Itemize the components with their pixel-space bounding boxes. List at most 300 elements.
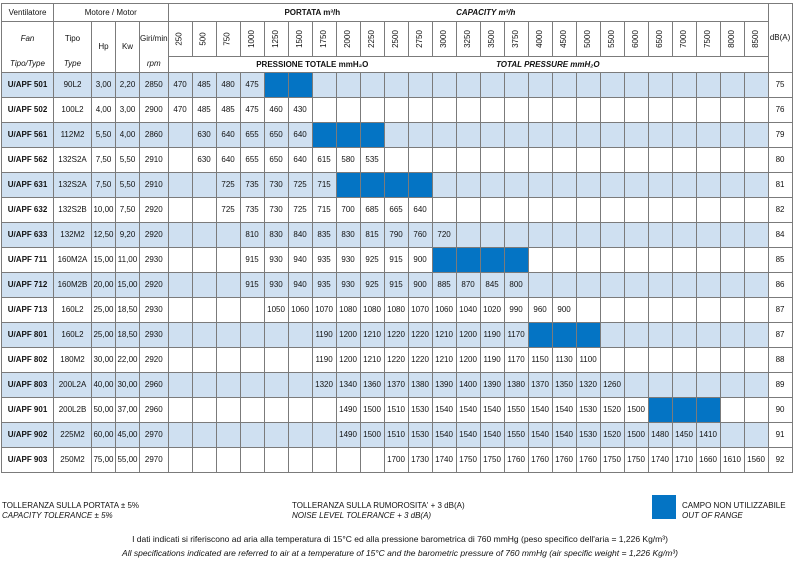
pressure-cell: 1480 xyxy=(648,423,672,448)
pressure-cell xyxy=(312,448,336,473)
pressure-cell xyxy=(504,148,528,173)
pressure-cell xyxy=(240,373,264,398)
pressure-cell: 730 xyxy=(264,173,288,198)
noise-tolerance-en: NOISE LEVEL TOLERANCE + 3 dB(A) xyxy=(292,511,432,520)
flow-header xyxy=(384,22,408,57)
pressure-cell: 1530 xyxy=(408,398,432,423)
pressure-cell xyxy=(600,148,624,173)
pressure-cell xyxy=(600,73,624,98)
pressure-cell: 990 xyxy=(504,298,528,323)
pressure-cell: 460 xyxy=(264,98,288,123)
pressure-cell xyxy=(696,373,720,398)
pressure-cell: 485 xyxy=(192,98,216,123)
flow-header xyxy=(408,22,432,57)
pressure-cell xyxy=(576,123,600,148)
capacity-tolerance xyxy=(2,501,139,521)
motor-type: 160M2A xyxy=(54,248,92,273)
motor-rpm: 2930 xyxy=(140,298,169,323)
pressure-cell xyxy=(720,198,744,223)
pressure-cell xyxy=(720,298,744,323)
table-row xyxy=(2,398,793,423)
pressure-cell xyxy=(216,373,240,398)
motor-kw: 15,00 xyxy=(116,273,140,298)
pressure-cell xyxy=(528,273,552,298)
pressure-cell xyxy=(312,73,336,98)
pressure-cell xyxy=(216,398,240,423)
pressure-cell xyxy=(504,198,528,223)
table-row xyxy=(2,248,793,273)
motor-type: 250M2 xyxy=(54,448,92,473)
fan-header: Fan xyxy=(2,22,54,57)
pressure-cell xyxy=(576,298,600,323)
pressure-cell xyxy=(576,73,600,98)
pressure-cell xyxy=(504,223,528,248)
pressure-cell xyxy=(720,248,744,273)
pressure-cell: 1210 xyxy=(432,323,456,348)
flow-value: 750 xyxy=(223,32,233,46)
pressure-cell: 725 xyxy=(216,198,240,223)
giri-header: Giri/min xyxy=(140,22,169,57)
motor-kw: 45,00 xyxy=(116,423,140,448)
table-row xyxy=(2,373,793,398)
flow-header xyxy=(216,22,240,57)
noise-db: 82 xyxy=(768,198,792,223)
pressure-cell xyxy=(168,398,192,423)
pressure-cell xyxy=(432,148,456,173)
pressure-cell xyxy=(216,248,240,273)
portata-header: PORTATA m³/h xyxy=(168,4,456,22)
pressure-cell: 1540 xyxy=(528,423,552,448)
pressure-cell: 790 xyxy=(384,223,408,248)
pressure-cell: 925 xyxy=(360,273,384,298)
flow-header xyxy=(336,22,360,57)
flow-value: 2000 xyxy=(343,30,353,48)
pressure-cell: 650 xyxy=(264,148,288,173)
motor-hp: 15,00 xyxy=(92,248,116,273)
flow-header xyxy=(504,22,528,57)
pressure-cell xyxy=(408,98,432,123)
pressure-cell xyxy=(216,423,240,448)
motor-hp: 50,00 xyxy=(92,398,116,423)
out-of-range-cell xyxy=(432,248,456,273)
motor-rpm: 2960 xyxy=(140,373,169,398)
pressure-cell: 665 xyxy=(384,198,408,223)
pressure-cell: 1540 xyxy=(528,398,552,423)
pressure-cell xyxy=(216,348,240,373)
fan-model: U/APF 502 xyxy=(2,98,54,123)
pressure-cell xyxy=(312,98,336,123)
pressure-cell xyxy=(672,298,696,323)
out-of-range-cell xyxy=(552,323,576,348)
pressure-cell: 1390 xyxy=(432,373,456,398)
pressure-cell: 900 xyxy=(408,248,432,273)
flow-header xyxy=(528,22,552,57)
pressure-cell xyxy=(552,198,576,223)
pressure-cell xyxy=(672,223,696,248)
pressure-cell xyxy=(696,298,720,323)
table-row xyxy=(2,273,793,298)
pressure-cell: 485 xyxy=(216,98,240,123)
pressure-cell: 915 xyxy=(240,248,264,273)
pressure-cell: 640 xyxy=(288,148,312,173)
pressure-cell: 1220 xyxy=(408,348,432,373)
out-of-range-cell xyxy=(360,173,384,198)
capacity-tolerance-en: CAPACITY TOLERANCE ± 5% xyxy=(2,511,113,520)
pressure-cell xyxy=(288,423,312,448)
pressure-cell xyxy=(672,173,696,198)
motor-kw: 30,00 xyxy=(116,373,140,398)
motor-kw: 9,20 xyxy=(116,223,140,248)
noise-db: 89 xyxy=(768,373,792,398)
motor-type: 200L2B xyxy=(54,398,92,423)
noise-db: 87 xyxy=(768,323,792,348)
pressure-cell xyxy=(480,123,504,148)
legend xyxy=(682,501,786,521)
pressure-cell xyxy=(624,373,648,398)
pressure-cell xyxy=(744,273,768,298)
pressure-cell: 900 xyxy=(408,273,432,298)
pressure-cell: 1400 xyxy=(456,373,480,398)
pressure-cell xyxy=(552,173,576,198)
pressure-cell xyxy=(624,73,648,98)
table-row xyxy=(2,448,793,473)
pressure-cell xyxy=(432,73,456,98)
flow-value: 1750 xyxy=(319,30,329,48)
motor-hp: 5,50 xyxy=(92,123,116,148)
pressure-cell xyxy=(672,123,696,148)
fan-model: U/APF 902 xyxy=(2,423,54,448)
motor-rpm: 2920 xyxy=(140,198,169,223)
pressure-cell: 1510 xyxy=(384,398,408,423)
pressure-cell xyxy=(480,173,504,198)
pressure-cell xyxy=(624,248,648,273)
pressure-cell xyxy=(528,123,552,148)
pressure-cell: 830 xyxy=(336,223,360,248)
pressure-cell xyxy=(168,223,192,248)
out-of-range-cell xyxy=(576,323,600,348)
pressure-cell: 1760 xyxy=(528,448,552,473)
pressure-cell xyxy=(504,73,528,98)
flow-value: 8000 xyxy=(727,30,737,48)
motor-rpm: 2900 xyxy=(140,98,169,123)
pressure-cell: 700 xyxy=(336,198,360,223)
motor-type: 180M2 xyxy=(54,348,92,373)
flow-value: 4500 xyxy=(559,30,569,48)
pressure-cell: 1510 xyxy=(384,423,408,448)
out-of-range-cell xyxy=(528,323,552,348)
pressure-cell xyxy=(288,373,312,398)
flow-value: 3750 xyxy=(511,30,521,48)
out-of-range-cell xyxy=(456,248,480,273)
pressure-cell xyxy=(216,223,240,248)
pressure-cell xyxy=(456,73,480,98)
table-row xyxy=(2,123,793,148)
pressure-cell xyxy=(192,173,216,198)
pressure-cell xyxy=(672,348,696,373)
noise-db: 81 xyxy=(768,173,792,198)
pressure-cell: 1380 xyxy=(408,373,432,398)
pressure-cell xyxy=(240,348,264,373)
pressure-cell xyxy=(672,248,696,273)
pressure-cell xyxy=(600,348,624,373)
pressure-cell xyxy=(432,198,456,223)
db-header: dB(A) xyxy=(768,4,792,73)
pressure-cell xyxy=(216,448,240,473)
pressure-cell: 925 xyxy=(360,248,384,273)
fan-model: U/APF 713 xyxy=(2,298,54,323)
pressure-cell: 1540 xyxy=(552,398,576,423)
motor-hp: 20,00 xyxy=(92,273,116,298)
pressure-cell xyxy=(264,348,288,373)
motor-type: 200L2A xyxy=(54,373,92,398)
pressure-cell: 900 xyxy=(552,298,576,323)
pressure-cell xyxy=(696,223,720,248)
motor-header: Motore / Motor xyxy=(54,4,169,22)
pressure-cell xyxy=(600,98,624,123)
pressure-cell: 1500 xyxy=(360,423,384,448)
noise-db: 80 xyxy=(768,148,792,173)
flow-value: 1250 xyxy=(271,30,281,48)
pressure-cell: 485 xyxy=(192,73,216,98)
pressure-cell xyxy=(192,448,216,473)
pressure-cell xyxy=(648,373,672,398)
pressure-cell: 1210 xyxy=(360,348,384,373)
pressure-cell: 1530 xyxy=(576,398,600,423)
noise-db: 88 xyxy=(768,348,792,373)
pressure-cell: 725 xyxy=(288,173,312,198)
flow-header xyxy=(192,22,216,57)
pressure-cell: 840 xyxy=(288,223,312,248)
flow-value: 4000 xyxy=(535,30,545,48)
pressure-cell xyxy=(672,373,696,398)
rpm-header: rpm xyxy=(140,57,169,73)
flow-header xyxy=(456,22,480,57)
pressure-cell: 630 xyxy=(192,123,216,148)
flow-header xyxy=(432,22,456,57)
pressure-cell xyxy=(624,348,648,373)
noise-db: 92 xyxy=(768,448,792,473)
pressure-cell: 475 xyxy=(240,98,264,123)
flow-value: 8500 xyxy=(751,30,761,48)
pressure-cell: 1190 xyxy=(480,348,504,373)
pressure-cell xyxy=(216,298,240,323)
flow-value: 1000 xyxy=(247,30,257,48)
table-row xyxy=(2,223,793,248)
motor-hp: 7,50 xyxy=(92,173,116,198)
pressure-cell xyxy=(480,148,504,173)
pressure-cell: 1540 xyxy=(456,423,480,448)
table-row xyxy=(2,148,793,173)
pressure-cell: 1190 xyxy=(480,323,504,348)
motor-hp: 3,00 xyxy=(92,73,116,98)
pressure-cell xyxy=(240,423,264,448)
noise-db: 86 xyxy=(768,273,792,298)
pressure-cell: 1080 xyxy=(360,298,384,323)
out-of-range-cell xyxy=(648,398,672,423)
pressure-cell: 685 xyxy=(360,198,384,223)
pressure-cell xyxy=(168,273,192,298)
pressure-cell xyxy=(456,98,480,123)
fan-model: U/APF 712 xyxy=(2,273,54,298)
pressure-cell: 1020 xyxy=(480,298,504,323)
flow-header xyxy=(312,22,336,57)
pressure-cell: 730 xyxy=(264,198,288,223)
motor-type: 132S2B xyxy=(54,198,92,223)
pressure-cell: 1320 xyxy=(312,373,336,398)
fan-model: U/APF 901 xyxy=(2,398,54,423)
pressure-cell xyxy=(648,248,672,273)
pressure-cell: 1060 xyxy=(288,298,312,323)
pressure-cell xyxy=(720,423,744,448)
pressure-cell xyxy=(720,73,744,98)
pressure-cell: 930 xyxy=(264,248,288,273)
pressure-cell xyxy=(504,98,528,123)
pressure-cell xyxy=(552,248,576,273)
table-row xyxy=(2,323,793,348)
pressure-cell xyxy=(360,98,384,123)
pressure-cell: 1750 xyxy=(456,448,480,473)
total-pressure-header: TOTAL PRESSURE mmH₂O xyxy=(456,57,768,73)
pressure-cell: 715 xyxy=(312,173,336,198)
pressure-cell xyxy=(168,173,192,198)
pressure-cell xyxy=(624,198,648,223)
motor-hp: 4,00 xyxy=(92,98,116,123)
pressure-cell: 1410 xyxy=(696,423,720,448)
motor-kw: 2,20 xyxy=(116,73,140,98)
motor-rpm: 2920 xyxy=(140,273,169,298)
header-row-2 xyxy=(2,22,793,57)
flow-value: 3500 xyxy=(487,30,497,48)
flow-header xyxy=(168,22,192,57)
pressure-cell: 470 xyxy=(168,73,192,98)
pressure-cell: 1220 xyxy=(384,323,408,348)
pressure-cell xyxy=(648,198,672,223)
pressure-cell xyxy=(192,323,216,348)
pressure-cell xyxy=(312,423,336,448)
legend-it: CAMPO NON UTILIZZABILE xyxy=(682,501,786,510)
pressure-cell xyxy=(576,198,600,223)
pressure-cell xyxy=(240,298,264,323)
pressure-cell: 1760 xyxy=(576,448,600,473)
pressure-cell xyxy=(600,298,624,323)
pressure-cell xyxy=(264,423,288,448)
pressure-cell: 935 xyxy=(312,248,336,273)
motor-rpm: 2850 xyxy=(140,73,169,98)
motor-hp: 12,50 xyxy=(92,223,116,248)
flow-header xyxy=(552,22,576,57)
pressure-cell xyxy=(312,398,336,423)
pressione-totale-header: PRESSIONE TOTALE mmH₂O xyxy=(168,57,456,73)
flow-value: 250 xyxy=(175,32,185,46)
pressure-cell: 1210 xyxy=(360,323,384,348)
pressure-cell: 835 xyxy=(312,223,336,248)
kw-header: Kw xyxy=(116,22,140,73)
pressure-cell xyxy=(480,198,504,223)
pressure-cell: 1710 xyxy=(672,448,696,473)
pressure-cell xyxy=(600,273,624,298)
pressure-cell: 1490 xyxy=(336,398,360,423)
table-row xyxy=(2,423,793,448)
fan-model: U/APF 632 xyxy=(2,198,54,223)
pressure-cell xyxy=(624,148,648,173)
pressure-cell: 930 xyxy=(336,248,360,273)
pressure-cell xyxy=(576,223,600,248)
pressure-cell: 640 xyxy=(216,148,240,173)
pressure-cell: 1750 xyxy=(624,448,648,473)
pressure-cell: 1490 xyxy=(336,423,360,448)
pressure-cell: 1190 xyxy=(312,348,336,373)
capacity-header: CAPACITY m³/h xyxy=(456,4,768,22)
flow-value: 5500 xyxy=(607,30,617,48)
pressure-cell xyxy=(648,123,672,148)
pressure-cell: 430 xyxy=(288,98,312,123)
pressure-cell xyxy=(720,348,744,373)
pressure-cell: 1700 xyxy=(384,448,408,473)
note-en: All specifications indicated are referred to air at a temperature of 15°C and the barometric pressure of 760 mmHg (air specific weight = 1,226 Kg/m³) xyxy=(122,548,678,558)
pressure-cell: 1200 xyxy=(336,348,360,373)
flow-value: 6500 xyxy=(655,30,665,48)
pressure-cell xyxy=(168,323,192,348)
fan-model: U/APF 631 xyxy=(2,173,54,198)
pressure-cell: 1660 xyxy=(696,448,720,473)
out-of-range-cell xyxy=(288,73,312,98)
pressure-cell xyxy=(192,298,216,323)
pressure-cell xyxy=(504,123,528,148)
pressure-cell xyxy=(648,148,672,173)
note-it: I dati indicati si riferiscono ad aria alla temperatura di 15°C ed alla pressione barometrica di 760 mmHg (peso specifico dell'aria = 1,226 Kg/m³) xyxy=(132,534,668,544)
pressure-cell xyxy=(720,223,744,248)
pressure-cell xyxy=(648,98,672,123)
pressure-cell: 1050 xyxy=(264,298,288,323)
pressure-cell: 1070 xyxy=(312,298,336,323)
pressure-cell xyxy=(576,98,600,123)
pressure-cell xyxy=(192,248,216,273)
pressure-cell: 480 xyxy=(216,73,240,98)
pressure-cell xyxy=(744,198,768,223)
pressure-cell xyxy=(744,423,768,448)
pressure-cell xyxy=(216,323,240,348)
pressure-cell: 1540 xyxy=(432,423,456,448)
pressure-cell xyxy=(216,273,240,298)
fan-model: U/APF 903 xyxy=(2,448,54,473)
header-row-1 xyxy=(2,4,793,22)
out-of-range-cell xyxy=(384,173,408,198)
pressure-cell: 1220 xyxy=(408,323,432,348)
fan-model: U/APF 802 xyxy=(2,348,54,373)
pressure-cell xyxy=(720,398,744,423)
pressure-cell xyxy=(240,448,264,473)
out-of-range-cell xyxy=(360,123,384,148)
pressure-cell: 655 xyxy=(240,148,264,173)
pressure-cell: 1540 xyxy=(552,423,576,448)
motor-kw: 11,00 xyxy=(116,248,140,273)
motor-rpm: 2920 xyxy=(140,348,169,373)
out-of-range-cell xyxy=(336,123,360,148)
out-of-range-cell xyxy=(504,248,528,273)
pressure-cell: 720 xyxy=(432,223,456,248)
motor-hp: 40,00 xyxy=(92,373,116,398)
pressure-cell xyxy=(696,73,720,98)
pressure-cell xyxy=(720,148,744,173)
pressure-cell xyxy=(168,298,192,323)
pressure-cell xyxy=(552,73,576,98)
pressure-cell xyxy=(624,323,648,348)
out-of-range-cell xyxy=(696,398,720,423)
pressure-cell xyxy=(336,73,360,98)
pressure-cell xyxy=(552,273,576,298)
pressure-cell: 580 xyxy=(336,148,360,173)
motor-kw: 3,00 xyxy=(116,98,140,123)
